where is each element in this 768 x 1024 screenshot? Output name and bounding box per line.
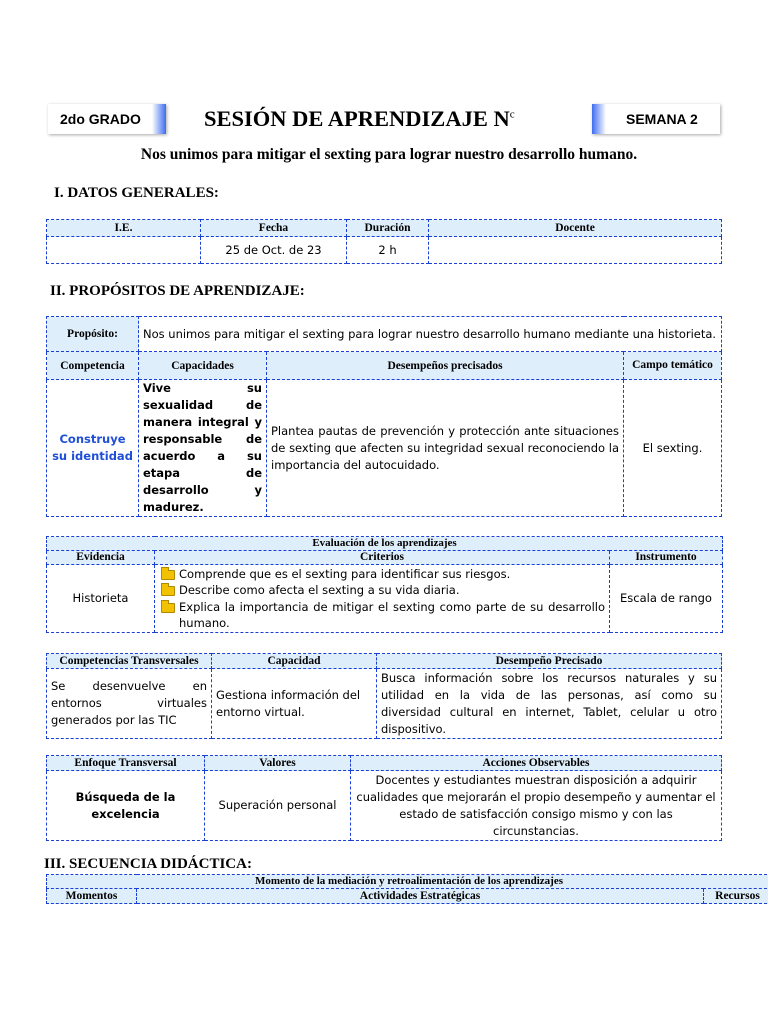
- col-ie: I.E.: [47, 220, 201, 237]
- campo-value: El sexting.: [624, 380, 722, 517]
- col-acciones: Acciones Observables: [351, 756, 722, 771]
- value-duracion: 2 h: [347, 237, 429, 264]
- evaluacion-title: Evaluación de los aprendizajes: [47, 537, 723, 551]
- proposito-label: Propósito:: [47, 317, 139, 352]
- list-item: Describe como afecta el sexting a su vida diaria.: [155, 582, 605, 599]
- capacidades-value: Vive su sexualidad de manera integral y responsable de acuerdo a su etapa de desarrollo y madurez.: [139, 380, 267, 517]
- page-title: [204, 106, 515, 132]
- col-capacidad: Capacidad: [212, 654, 377, 669]
- section-3-heading: III. SECUENCIA DIDÁCTICA:: [44, 856, 252, 872]
- col-actividades: Actividades Estratégicas: [137, 889, 704, 904]
- col-desempeno-precisado: Desempeño Precisado: [377, 654, 722, 669]
- criterios-list: [155, 566, 605, 632]
- value-ie: [47, 237, 201, 264]
- col-campo: Campo temático: [624, 352, 722, 380]
- col-docente: Docente: [429, 220, 722, 237]
- col-instrumento: Instrumento: [610, 551, 723, 565]
- col-competencia: Competencia: [47, 352, 139, 380]
- section-2-heading: II. PROPÓSITOS DE APRENDIZAJE:: [50, 283, 305, 299]
- folder-icon: [161, 570, 175, 580]
- value-docente: [429, 237, 722, 264]
- list-item: Comprende que es el sexting para identificar sus riesgos.: [155, 566, 605, 583]
- propositos-table: [46, 316, 722, 517]
- folder-icon: [161, 603, 175, 613]
- secuencia-table: [46, 874, 768, 904]
- col-duracion: Duración: [347, 220, 429, 237]
- transversal-competencia: Se desenvuelve en entornos virtuales generados por las TIC: [47, 669, 212, 739]
- value-fecha: 25 de Oct. de 23: [201, 237, 347, 264]
- desempeno-value: Plantea pautas de prevención y protección ante situaciones de sexting que afecten su integridad sexual reconociendo la importancia del autocuidado.: [267, 380, 624, 517]
- secuencia-title: Momento de la mediación y retroalimentación de los aprendizajes: [47, 875, 768, 889]
- col-capacidades: Capacidades: [139, 352, 267, 380]
- col-fecha: Fecha: [201, 220, 347, 237]
- col-evidencia: Evidencia: [47, 551, 155, 565]
- acciones-value: Docentes y estudiantes muestran disposición a adquirir cualidades que mejorarán el propio desempeño y aumentar el estado de satisfacción consigo mismo y con las circunstancias.: [351, 771, 722, 841]
- enfoque-value: Búsqueda de la excelencia: [47, 771, 205, 841]
- folder-icon: [161, 586, 175, 596]
- transversal-capacidad: Gestiona información del entorno virtual.: [212, 669, 377, 739]
- datos-generales-table: [46, 219, 722, 264]
- competencia-value: Construye su identidad: [47, 380, 139, 517]
- transversales-table: [46, 653, 722, 739]
- week-label: SEMANA 2: [626, 111, 698, 127]
- col-enfoque: Enfoque Transversal: [47, 756, 205, 771]
- proposito-text: Nos unimos para mitigar el sexting para lograr nuestro desarrollo humano mediante una historieta.: [139, 317, 722, 352]
- criterios-list-cell: [155, 565, 610, 633]
- valores-value: Superación personal: [205, 771, 351, 841]
- page-title-sup: c: [509, 108, 515, 121]
- section-1-heading: I. DATOS GENERALES:: [54, 185, 219, 201]
- col-criterios: Criterios: [155, 551, 610, 565]
- evidencia-value: Historieta: [47, 565, 155, 633]
- evaluacion-table: [46, 536, 723, 633]
- week-tag: [592, 104, 720, 134]
- grade-label: 2do GRADO: [60, 111, 141, 127]
- instrumento-value: Escala de rango: [610, 565, 723, 633]
- col-recursos: Recursos: [704, 889, 768, 904]
- session-subtitle: Nos unimos para mitigar el sexting para lograr nuestro desarrollo humano.: [140, 146, 638, 163]
- col-valores: Valores: [205, 756, 351, 771]
- enfoque-table: [46, 755, 722, 841]
- grade-tag: [48, 104, 166, 134]
- page-title-text: SESIÓN DE APRENDIZAJE N: [204, 106, 510, 131]
- transversal-desempeno: Busca información sobre los recursos naturales y su utilidad en la vida de las personas, así como su diversidad cultural en internet, Tablet, celular u otro dispositivo.: [377, 669, 722, 739]
- col-desempenos: Desempeños precisados: [267, 352, 624, 380]
- list-item: Explica la importancia de mitigar el sexting como parte de su desarrollo humano.: [155, 599, 605, 632]
- col-competencias-transversales: Competencias Transversales: [47, 654, 212, 669]
- col-momentos: Momentos: [47, 889, 137, 904]
